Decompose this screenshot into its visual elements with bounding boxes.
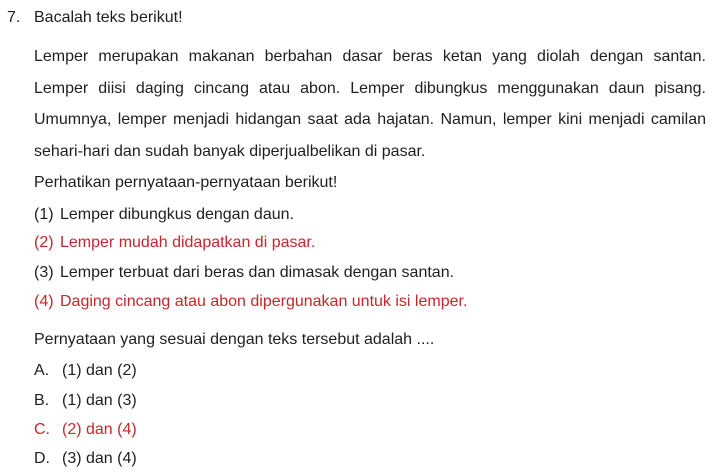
option-text: (2) dan (4) bbox=[62, 421, 137, 438]
statements-intro: Perhatikan pernyataan-pernyataan berikut! bbox=[34, 174, 338, 191]
statement-3 bbox=[34, 262, 454, 284]
statement-number: (3) bbox=[34, 264, 54, 281]
statement-text: Lemper mudah didapatkan di pasar. bbox=[60, 234, 316, 251]
option-text: (1) dan (2) bbox=[62, 362, 137, 379]
option-d[interactable] bbox=[34, 448, 137, 470]
option-text: (3) dan (4) bbox=[62, 450, 137, 467]
statement-2 bbox=[34, 232, 315, 254]
question-prompt: Pernyataan yang sesuai dengan teks tersebut adalah .... bbox=[34, 331, 435, 348]
option-letter: D. bbox=[34, 450, 50, 467]
statement-4 bbox=[34, 291, 467, 313]
statement-text: Daging cincang atau abon dipergunakan untuk isi lemper. bbox=[60, 293, 468, 310]
option-letter: A. bbox=[34, 362, 50, 379]
option-b[interactable] bbox=[34, 390, 137, 412]
statement-1 bbox=[34, 204, 294, 226]
reading-passage: Lemper merupakan makanan berbahan dasar beras ketan yang diolah dengan santan. Lemper diisi daging cincang atau abon. Lemper dibungkus menggunakan daun pisang. Umumnya, lemper menjadi hidangan saat ada hajatan. Namun, lemper kini menjadi camilan sehari-hari dan sudah banyak diperjualbelikan di pasar. bbox=[34, 48, 706, 160]
question-instruction: Bacalah teks berikut! bbox=[34, 9, 183, 26]
option-text: (1) dan (3) bbox=[62, 392, 137, 409]
statement-text: Lemper dibungkus dengan daun. bbox=[60, 206, 294, 223]
option-a[interactable] bbox=[34, 360, 137, 382]
statement-number: (4) bbox=[34, 293, 54, 310]
option-letter: C. bbox=[34, 421, 50, 438]
option-c[interactable] bbox=[34, 419, 137, 441]
statement-number: (2) bbox=[34, 234, 54, 251]
question-number: 7. bbox=[7, 9, 21, 26]
statement-text: Lemper terbuat dari beras dan dimasak dengan santan. bbox=[60, 264, 455, 281]
statement-number: (1) bbox=[34, 206, 54, 223]
option-letter: B. bbox=[34, 392, 50, 409]
